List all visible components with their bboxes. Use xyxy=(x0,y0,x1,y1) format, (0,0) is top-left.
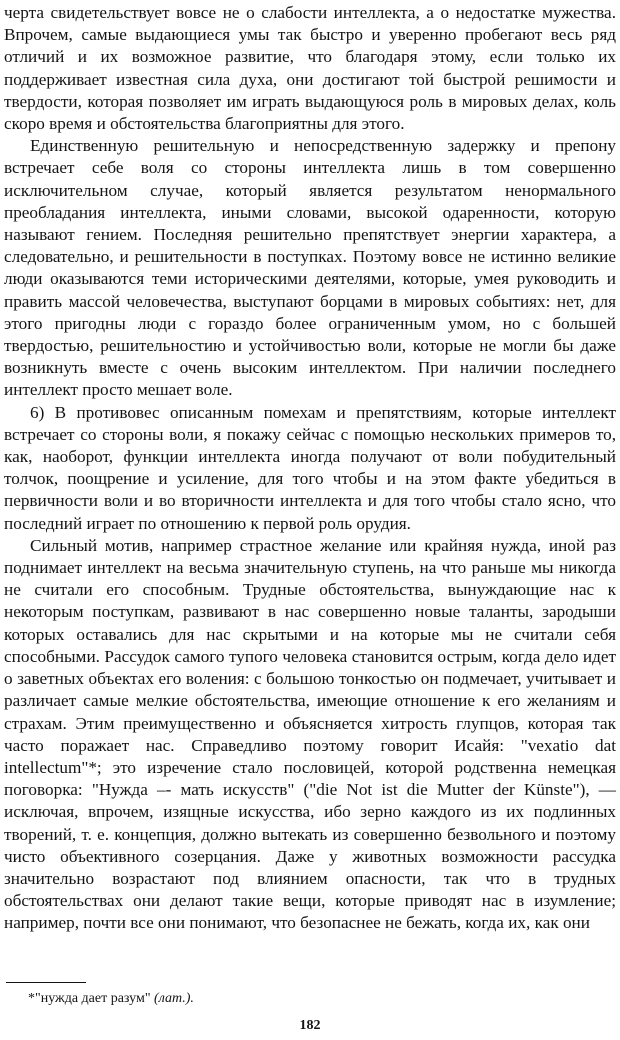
footnote-language-note: (лат.). xyxy=(154,991,194,1006)
body-text xyxy=(4,2,616,935)
paragraph-4: Сильный мотив, например страстное желание или крайняя нужда, иной раз поднимает интеллект на весьма значительную ступень, на что раньше мы никогда не считали его способным. Трудные обстоятельства, вынуждающие нас к некоторым поступкам, развивают в нас совершенно новые таланты, зародыши которых оставались для нас скрытыми и на которые мы не считали себя способными. Рассудок самого тупого человека становится острым, когда дело идет о заветных объектах его воления: с большою тонкостью он подмечает, учитывает и различает самые мелкие обстоятельства, имеющие отношение к его желаниям и страхам. Этим преимущественно и объясняется хитрость глупцов, которая так часто поражает нас. Справедливо поэтому говорит Исайя: "vexatio dat intellectum"*; это изречение стало пословицей, которой родственна немецкая поговорка: "Нужда –- мать искусств" ("die Not ist die Mutter der Künste"), — исключая, впрочем, изящные искусства, ибо зерно каждого из их подлинных творений, т. е. концепция, должно вытекать из совершенно безвольного и поэтому чисто объективного созерцания. Даже у животных возможности рассудка значительно возрастают под влиянием опасности, так что в трудных обстоятельствах они делают такие вещи, которые приводят нас в изумление; например, почти все они понимают, что безопаснее не бежать, когда их, как они xyxy=(4,535,616,933)
footnote xyxy=(28,990,194,1008)
paragraph-2: Единственную решительную и непосредственную задержку и препону встречает себе воля со стороны интеллекта лишь в том совершенно исключительном случае, который является результатом ненормального преобладания интеллекта, иными словами, высокой одаренности, которую называют гением. Последняя решительно препятствует энергии характера, а следовательно, и решительности в поступках. Поэтому вовсе не истинно великие люди оказываются теми историческими деятелями, которые, умея руководить и править массой человечества, выступают борцами в мировых событиях: нет, для этого пригодны люди с гораздо более ограниченным умом, но с большей твердостью, решительностию и устойчивостью воли, которые не могли бы даже возникнуть вместе с очень высоким интеллектом. При наличии последнего интеллект просто мешает воле. xyxy=(4,136,616,400)
footnote-text: *"нужда дает разум" xyxy=(28,991,155,1006)
footnote-divider xyxy=(6,982,86,983)
page-number: 182 xyxy=(299,1018,321,1033)
paragraph-3: 6) В противовес описанным помехам и препятствиям, которые интеллект встречает со стороны воли, я покажу сейчас с помощью нескольких примеров то, как, наоборот, функции интеллекта иногда получают от воли побудительный толчок, поощрение и усиление, для того чтобы и на этом факте убедиться в первичности воли и во вторичности интеллекта и для того чтобы стало ясно, что последний играет по отношению к первой роль орудия. xyxy=(4,402,616,533)
paragraph-1: черта свидетельствует вовсе не о слабости интеллекта, а о недостатке мужества. Впрочем, самые выдающиеся умы так быстро и уверенно пробегают весь ряд отличий и их возможное развитие, что благодаря этому, если только их поддерживает известная сила духа, они достигают той быстрой решимости и твердости, которая позволяет им играть выдающуюся роль в мировых делах, коль скоро время и обстоятельства благоприятны для этого. xyxy=(4,3,616,134)
